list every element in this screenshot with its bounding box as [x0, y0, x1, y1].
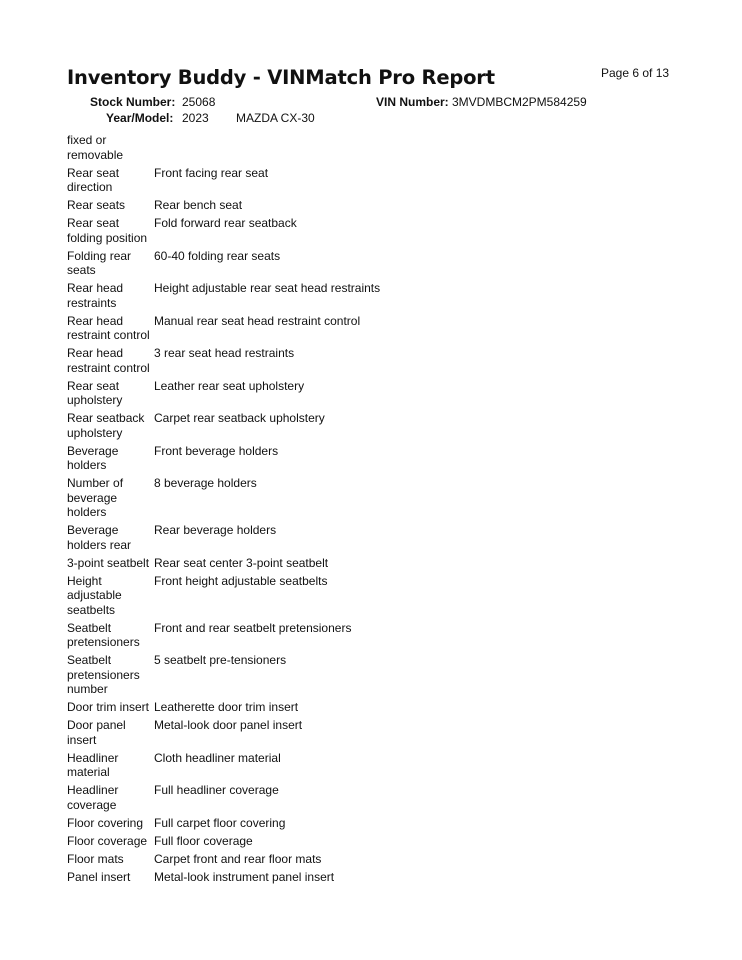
spec-label: 3-point seatbelt [67, 555, 150, 570]
vin-number-label: VIN Number: [376, 95, 449, 109]
report-title: Inventory Buddy - VINMatch Pro Report [67, 66, 495, 89]
spec-value: Front facing rear seat [154, 165, 269, 180]
spec-value: Leatherette door trim insert [154, 700, 299, 714]
spec-row [67, 783, 667, 812]
vin-number-value: 3MVDMBCM2PM584259 [452, 95, 587, 109]
spec-label: Height adjustable seatbelts [67, 573, 122, 617]
spec-label: Headliner coverage [67, 783, 119, 812]
spec-value: Metal-look instrument panel insert [154, 869, 335, 884]
spec-row [67, 379, 667, 408]
spec-value: Metal-look door panel insert [154, 718, 303, 732]
year-model-label: Year/Model: [106, 111, 174, 125]
spec-label: Door panel insert [67, 718, 126, 747]
spec-label: Rear head restraint control [67, 346, 150, 375]
spec-label: Headliner material [67, 750, 119, 779]
spec-label: Rear seat folding position [67, 216, 148, 245]
spec-value: 8 beverage holders [154, 476, 257, 490]
spec-value: Full headliner coverage [154, 783, 279, 797]
spec-label: Floor mats [67, 851, 124, 866]
spec-value: Front beverage holders [154, 443, 279, 458]
spec-value: Front height adjustable seatbelts [154, 573, 328, 588]
spec-label: Door trim insert [67, 700, 150, 714]
spec-value: Rear seat center 3-point seatbelt [154, 555, 329, 570]
spec-value: Full floor coverage [154, 833, 253, 848]
spec-row [67, 870, 667, 885]
spec-value [154, 133, 667, 162]
spec-label: Floor covering [67, 815, 144, 830]
spec-row [67, 249, 667, 278]
stock-number-label: Stock Number: [90, 95, 176, 109]
spec-row [67, 574, 667, 618]
spec-value: 3 rear seat head restraints [154, 346, 295, 360]
spec-value: Fold forward rear seatback [154, 216, 297, 230]
spec-value: 5 seatbelt pre-tensioners [154, 653, 287, 667]
spec-value: Cloth headliner material [154, 750, 281, 765]
spec-row [67, 281, 667, 310]
spec-label: Panel insert [67, 869, 131, 884]
spec-value: Rear bench seat [154, 198, 243, 212]
spec-value: Carpet front and rear floor mats [154, 851, 322, 866]
spec-label: Rear seat upholstery [67, 378, 123, 407]
spec-value: Rear beverage holders [154, 523, 277, 537]
spec-row [67, 834, 667, 849]
spec-label: Folding rear seats [67, 248, 132, 277]
spec-value: Carpet rear seatback upholstery [154, 411, 325, 425]
spec-row [67, 133, 667, 162]
spec-row [67, 476, 667, 520]
spec-table [67, 133, 667, 884]
spec-row [67, 700, 667, 715]
spec-row [67, 411, 667, 440]
year-value: 2023 [182, 111, 209, 125]
spec-row [67, 816, 667, 831]
spec-label: Floor coverage [67, 833, 148, 848]
spec-label: Rear seatback upholstery [67, 411, 145, 440]
model-value: MAZDA CX-30 [236, 111, 315, 125]
spec-label: Number of beverage holders [67, 476, 124, 519]
spec-value: Manual rear seat head restraint control [154, 313, 361, 328]
spec-value: 60-40 folding rear seats [154, 248, 281, 263]
spec-row [67, 556, 667, 571]
page-number: Page 6 of 13 [601, 66, 670, 80]
spec-label: Beverage holders [67, 443, 119, 472]
spec-value: Front and rear seatbelt pretensioners [154, 620, 352, 635]
spec-row [67, 198, 667, 213]
spec-row [67, 621, 667, 650]
spec-label: fixed or removable [67, 133, 124, 162]
spec-label: Rear head restraint control [67, 313, 150, 342]
spec-row [67, 718, 667, 747]
spec-row [67, 852, 667, 867]
spec-row [67, 216, 667, 245]
spec-label: Rear head restraints [67, 281, 124, 310]
spec-row [67, 166, 667, 195]
spec-row [67, 751, 667, 780]
spec-label: Seatbelt pretensioners number [67, 653, 140, 696]
spec-value: Leather rear seat upholstery [154, 378, 305, 393]
spec-label: Seatbelt pretensioners [67, 620, 140, 649]
spec-label: Rear seats [67, 198, 126, 212]
spec-value: Full carpet floor covering [154, 815, 286, 830]
spec-label: Beverage holders rear [67, 523, 132, 552]
stock-number-value: 25068 [182, 95, 216, 109]
spec-label: Rear seat direction [67, 165, 120, 194]
spec-row [67, 523, 667, 552]
spec-row [67, 346, 667, 375]
spec-row [67, 653, 667, 697]
spec-row [67, 314, 667, 343]
spec-value: Height adjustable rear seat head restraints [154, 281, 381, 295]
spec-row [67, 444, 667, 473]
